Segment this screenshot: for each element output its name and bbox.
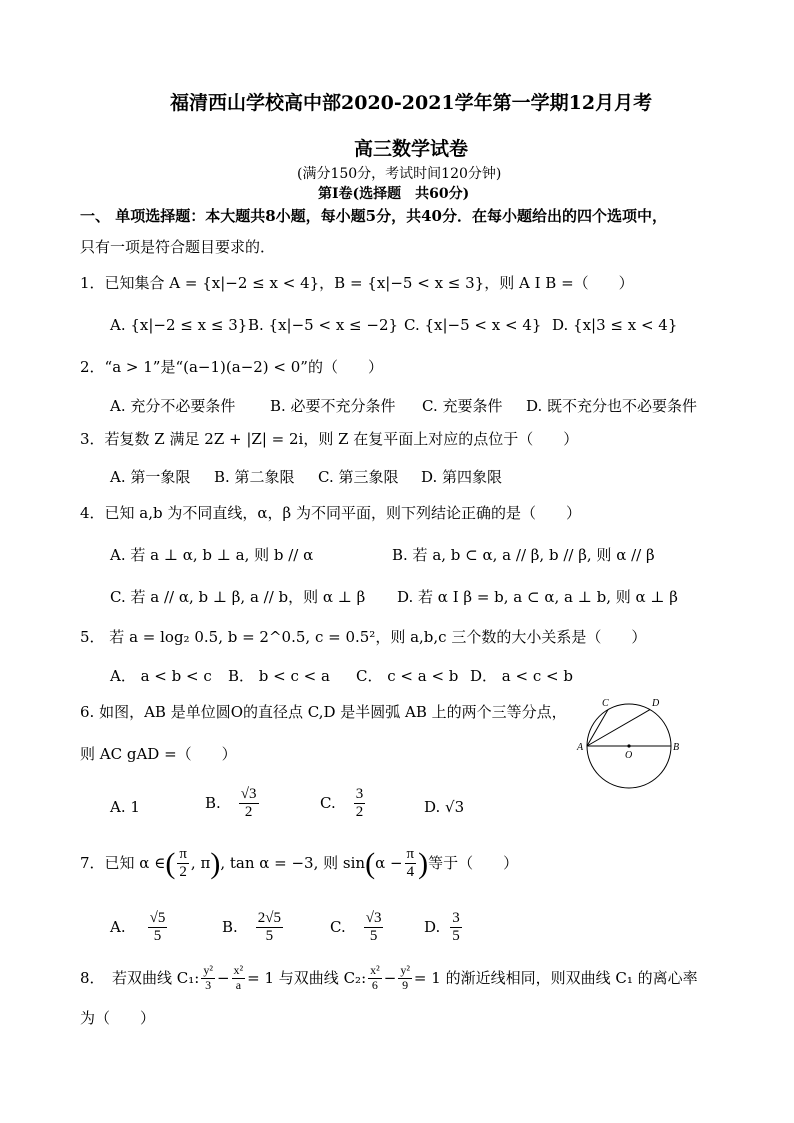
numerator: 3 [354, 786, 366, 804]
denominator: 6 [371, 977, 378, 992]
denominator: 5 [452, 928, 460, 945]
fraction [398, 964, 412, 993]
question-5-option-b: B． b < c < a [228, 667, 330, 685]
numerator: π [177, 846, 189, 864]
option-label: C. [330, 918, 346, 937]
open-paren: ( [365, 846, 376, 880]
numerator: 2√5 [256, 910, 283, 928]
question-5-option-d: D． a < c < b [470, 667, 573, 685]
question-1-stem: 1．已知集合 A = {x|−2 ≤ x < 4}，B = {x|−5 < x ≤ 3}，则 A I B =（ ） [80, 274, 634, 292]
numerator: x² [233, 963, 244, 977]
exam-subtitle: 高三数学试卷 [354, 138, 469, 160]
numerator: y² [203, 963, 213, 977]
question-5-option-c: C． c < a < b [356, 667, 459, 685]
question-6-option-c [320, 786, 367, 822]
figure-label-d: D [652, 698, 660, 709]
question-2-option-d: D. 既不充分也不必要条件 [526, 397, 698, 415]
sin-argument: α − [375, 854, 403, 873]
minus-sign: − [383, 968, 397, 987]
fraction [364, 910, 384, 946]
fraction [354, 786, 366, 822]
option-label: D. [424, 918, 441, 937]
figure-label-o: O [625, 750, 633, 761]
figure-label-a: A [577, 742, 584, 753]
denominator: a [235, 977, 242, 992]
stem-prefix: 8． 若双曲线 C₁: [80, 968, 200, 987]
stem-suffix: = 1 的渐近线相同，则双曲线 C₁ 的离心率 [413, 968, 698, 987]
fraction [368, 964, 382, 993]
figure-label-b: B [673, 742, 680, 753]
fraction [256, 910, 283, 946]
question-5-stem: 5． 若 a = log₂ 0.5, b = 2^0.5, c = 0.5²，则 a,b,c 三个数的大小关系是（ ） [80, 628, 647, 646]
question-7-option-d [424, 910, 464, 946]
close-paren: ) [210, 846, 221, 880]
exam-title: 福清西山学校高中部2020-2021学年第一学期12月月考 [170, 92, 653, 114]
stem-middle: , tan α = −3, 则 sin [220, 854, 366, 873]
question-7-stem [80, 846, 518, 882]
denominator: 9 [402, 977, 409, 992]
question-1-option-c: C. {x|−5 < x < 4} [404, 316, 542, 334]
question-5-option-a: A． a < b < c [110, 667, 212, 685]
minus-sign: − [216, 968, 230, 987]
question-6-stem-line2: 则 AC gAD =（ ） [80, 745, 237, 763]
semicircle-figure [572, 696, 684, 792]
question-3-stem: 3．若复数 Z 满足 2Z + |Z| = 2i，则 Z 在复平面上对应的点位于（ ） [80, 430, 579, 448]
question-2-option-a: A. 充分不必要条件 [110, 397, 236, 415]
exam-info: (满分150分，考试时间120分钟) [297, 166, 502, 182]
option-label: A. [110, 918, 126, 937]
question-7-option-b [222, 910, 285, 946]
option-label: B. [222, 918, 238, 937]
numerator: x² [370, 963, 380, 977]
question-4-option-d: D. 若 α I β = b, a ⊂ α, a ⊥ b, 则 α ⊥ β [397, 588, 678, 606]
denominator: 5 [153, 928, 162, 945]
denominator: 2 [179, 864, 187, 881]
stem-prefix: 7．已知 α ∈ [80, 854, 166, 873]
fraction [232, 964, 246, 993]
question-1-option-a: A. {x|−2 ≤ x ≤ 3} [110, 316, 248, 334]
question-2-option-b: B. 必要不充分条件 [270, 397, 396, 415]
interval-tail: , π [190, 854, 211, 873]
stem-suffix: 等于（ ） [428, 854, 519, 873]
option-label: C. [320, 794, 336, 813]
question-2-stem: 2．“a > 1”是“(a−1)(a−2) < 0”的（ ） [80, 358, 383, 376]
part-heading: 第Ⅰ卷(选择题 共60分) [318, 186, 470, 202]
fraction [239, 786, 259, 822]
question-1-option-b: B. {x|−5 < x ≤ −2} [248, 316, 399, 334]
question-1-option-d: D. {x|3 ≤ x < 4} [552, 316, 678, 334]
option-label: B. [205, 794, 221, 813]
question-6-stem-line1: 6. 如图，AB 是单位圆O的直径点 C,D 是半圆弧 AB 上的两个三等分点， [80, 703, 567, 721]
question-8-stem-line2: 为（ ） [80, 1009, 156, 1027]
figure-label-c: C [602, 698, 609, 709]
question-4-option-c: C. 若 a // α, b ⊥ β, a // b，则 α ⊥ β [110, 588, 366, 606]
fraction [201, 964, 215, 993]
question-4-option-b: B. 若 a, b ⊂ α, a // β, b // β, 则 α // β [392, 546, 655, 564]
numerator: y² [400, 963, 410, 977]
fraction [148, 910, 168, 946]
numerator: π [405, 846, 417, 864]
denominator: 5 [265, 928, 274, 945]
question-6-option-a: A. 1 [110, 798, 140, 816]
section-instruction-line2: 只有一项是符合题目要求的． [80, 238, 276, 256]
denominator: 5 [369, 928, 378, 945]
question-3-option-a: A. 第一象限 [110, 468, 191, 486]
question-4-stem: 4．已知 a,b 为不同直线，α，β 为不同平面，则下列结论正确的是（ ） [80, 504, 581, 522]
fraction [450, 910, 462, 946]
sin-fraction [405, 846, 417, 882]
section-instruction-line1: 一、 单项选择题：本大题共8小题，每小题5分，共40分．在每小题给出的四个选项中， [80, 207, 667, 225]
denominator: 2 [244, 804, 253, 821]
question-6-option-b [205, 786, 261, 822]
question-4-option-a: A. 若 a ⊥ α, b ⊥ a, 则 b // α [110, 546, 314, 564]
denominator: 3 [205, 977, 212, 992]
question-6-option-d: D. √3 [424, 798, 465, 816]
question-3-option-d: D. 第四象限 [421, 468, 503, 486]
question-3-option-b: B. 第二象限 [214, 468, 295, 486]
question-8-stem [80, 964, 698, 993]
question-2-option-c: C. 充要条件 [422, 397, 503, 415]
denominator: 2 [355, 804, 364, 821]
interval-fraction [177, 846, 189, 882]
denominator: 4 [406, 864, 415, 881]
question-3-option-c: C. 第三象限 [318, 468, 399, 486]
numerator: √3 [364, 910, 384, 928]
numerator: √3 [239, 786, 259, 804]
numerator: 3 [450, 910, 462, 928]
numerator: √5 [148, 910, 168, 928]
close-paren: ) [418, 846, 429, 880]
question-7-option-c [330, 910, 385, 946]
question-7-option-a [110, 910, 169, 946]
stem-middle: = 1 与双曲线 C₂: [247, 968, 367, 987]
open-paren: ( [165, 846, 176, 880]
